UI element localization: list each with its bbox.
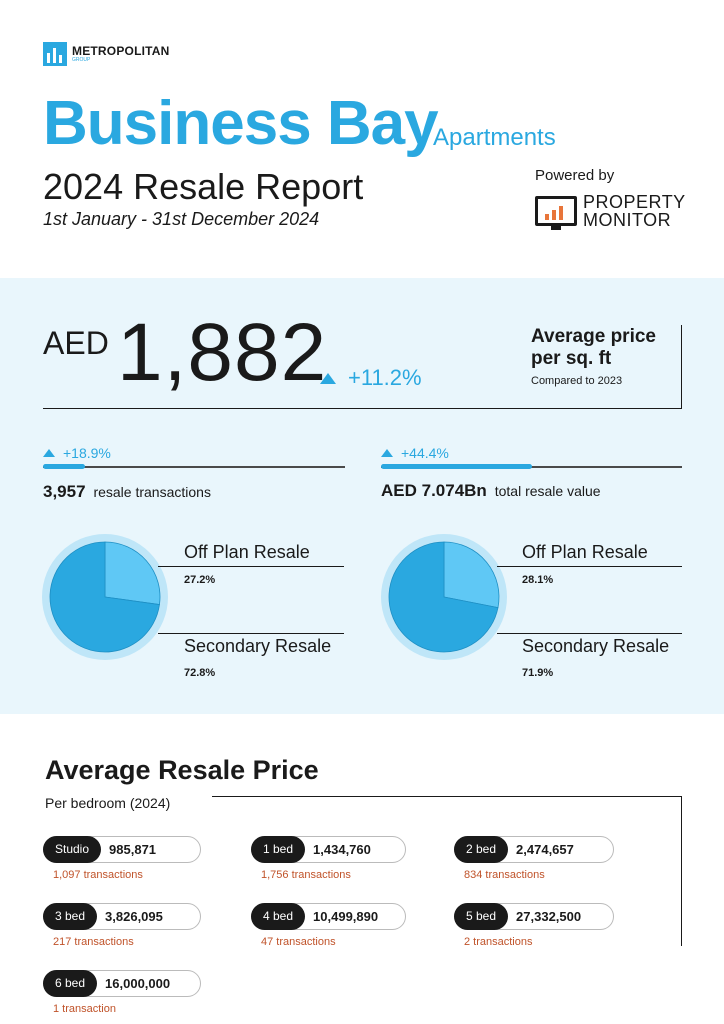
pie-0-label-offplan: Off Plan Resale	[184, 542, 310, 562]
bedroom-transactions: 834 transactions	[464, 869, 545, 881]
pie-slice-offplan	[444, 542, 499, 608]
partner-line2: MONITOR	[583, 210, 672, 230]
brand-sub: GROUP	[72, 57, 91, 63]
transactions-label: resale transactions	[93, 484, 211, 500]
bedroom-price: 16,000,000	[105, 976, 171, 991]
bedroom-tag: 6 bed	[43, 970, 97, 997]
bedroom-transactions: 1,756 transactions	[261, 869, 351, 881]
powered-by: Powered by	[535, 167, 615, 184]
bedroom-pill	[454, 836, 614, 863]
leader-line	[158, 633, 344, 634]
bedroom-price: 27,332,500	[516, 909, 582, 924]
divider	[43, 408, 682, 409]
section-subtitle: Per bedroom (2024)	[45, 795, 171, 811]
transactions-bar-track	[43, 466, 345, 468]
up-arrow-icon	[381, 449, 393, 457]
bedroom-pill	[43, 970, 201, 997]
page-title: Business Bay	[43, 89, 438, 158]
divider	[681, 796, 682, 946]
bedroom-tag: 5 bed	[454, 903, 508, 930]
price-change-value: +11.2%	[348, 365, 422, 390]
metropolitan-logo	[43, 42, 170, 66]
bedroom-price: 1,434,760	[313, 842, 371, 857]
price-value: 1,882	[117, 307, 328, 398]
brand-name: METROPOLITAN	[72, 44, 170, 58]
property-monitor-logo	[535, 193, 686, 229]
resale-value-stat	[381, 481, 601, 501]
bedroom-price: 2,474,657	[516, 842, 574, 857]
pie-0-label-secondary: Secondary Resale	[184, 636, 332, 656]
report-dates: 1st January - 31st December 2024	[43, 209, 320, 229]
bedroom-pill	[251, 836, 406, 863]
transactions-change	[43, 445, 111, 461]
transactions-pie-chart	[40, 532, 170, 662]
pie-slice-offplan	[105, 542, 160, 605]
divider	[681, 325, 682, 409]
bedroom-price: 3,826,095	[105, 909, 163, 924]
partner-line1: PROPERTY	[583, 192, 686, 212]
bedroom-pill	[43, 903, 201, 930]
bedroom-price: 985,871	[109, 842, 157, 857]
bedroom-tag: Studio	[43, 836, 101, 863]
pie-1-label-secondary: Secondary Resale	[522, 636, 670, 656]
bedroom-transactions: 217 transactions	[53, 936, 134, 948]
transactions-bar-fill	[43, 464, 85, 469]
section-title: Average Resale Price	[45, 755, 319, 785]
price-label: Average price per sq. ft	[531, 326, 656, 369]
transactions-change-value: +18.9%	[63, 445, 111, 461]
price-change	[320, 365, 422, 391]
transactions-value: 3,957	[43, 482, 86, 501]
bedroom-tag: 2 bed	[454, 836, 508, 863]
leader-line	[158, 566, 344, 567]
monitor-chart-icon	[535, 196, 577, 226]
bedroom-pill	[251, 903, 406, 930]
pie-1-label-offplan: Off Plan Resale	[522, 542, 648, 562]
transactions-stat	[43, 482, 211, 502]
bedroom-tag: 1 bed	[251, 836, 305, 863]
bedroom-transactions: 1,097 transactions	[53, 869, 143, 881]
bedroom-pill	[454, 903, 614, 930]
pie-0-pct-offplan: 27.2%	[184, 574, 216, 586]
bedroom-transactions: 47 transactions	[261, 936, 336, 948]
up-arrow-icon	[43, 449, 55, 457]
bedroom-pill	[43, 836, 201, 863]
bedroom-transactions: 1 transaction	[53, 1003, 116, 1015]
page-title-sub: Apartments	[433, 124, 556, 151]
resale-value-change	[381, 445, 449, 461]
up-arrow-icon	[320, 373, 336, 384]
leader-line	[497, 566, 682, 567]
pie-0-pct-secondary: 72.8%	[184, 667, 216, 679]
bedroom-transactions: 2 transactions	[464, 936, 533, 948]
resale-value-pie-chart	[379, 532, 509, 662]
bedroom-price: 10,499,890	[313, 909, 379, 924]
resale-value-change-value: +44.4%	[401, 445, 449, 461]
bedroom-tag: 3 bed	[43, 903, 97, 930]
price-currency: AED	[43, 325, 109, 361]
pie-1-pct-secondary: 71.9%	[522, 667, 554, 679]
bedroom-tag: 4 bed	[251, 903, 305, 930]
pie-1-pct-offplan: 28.1%	[522, 574, 554, 586]
leader-line	[497, 633, 682, 634]
divider	[212, 796, 682, 797]
resale-value-label: total resale value	[494, 483, 601, 499]
resale-value-value: AED 7.074Bn	[381, 481, 487, 500]
building-icon	[43, 42, 67, 66]
report-title: 2024 Resale Report	[43, 166, 364, 207]
resale-value-bar-fill	[381, 464, 532, 469]
price-note: Compared to 2023	[531, 375, 623, 387]
